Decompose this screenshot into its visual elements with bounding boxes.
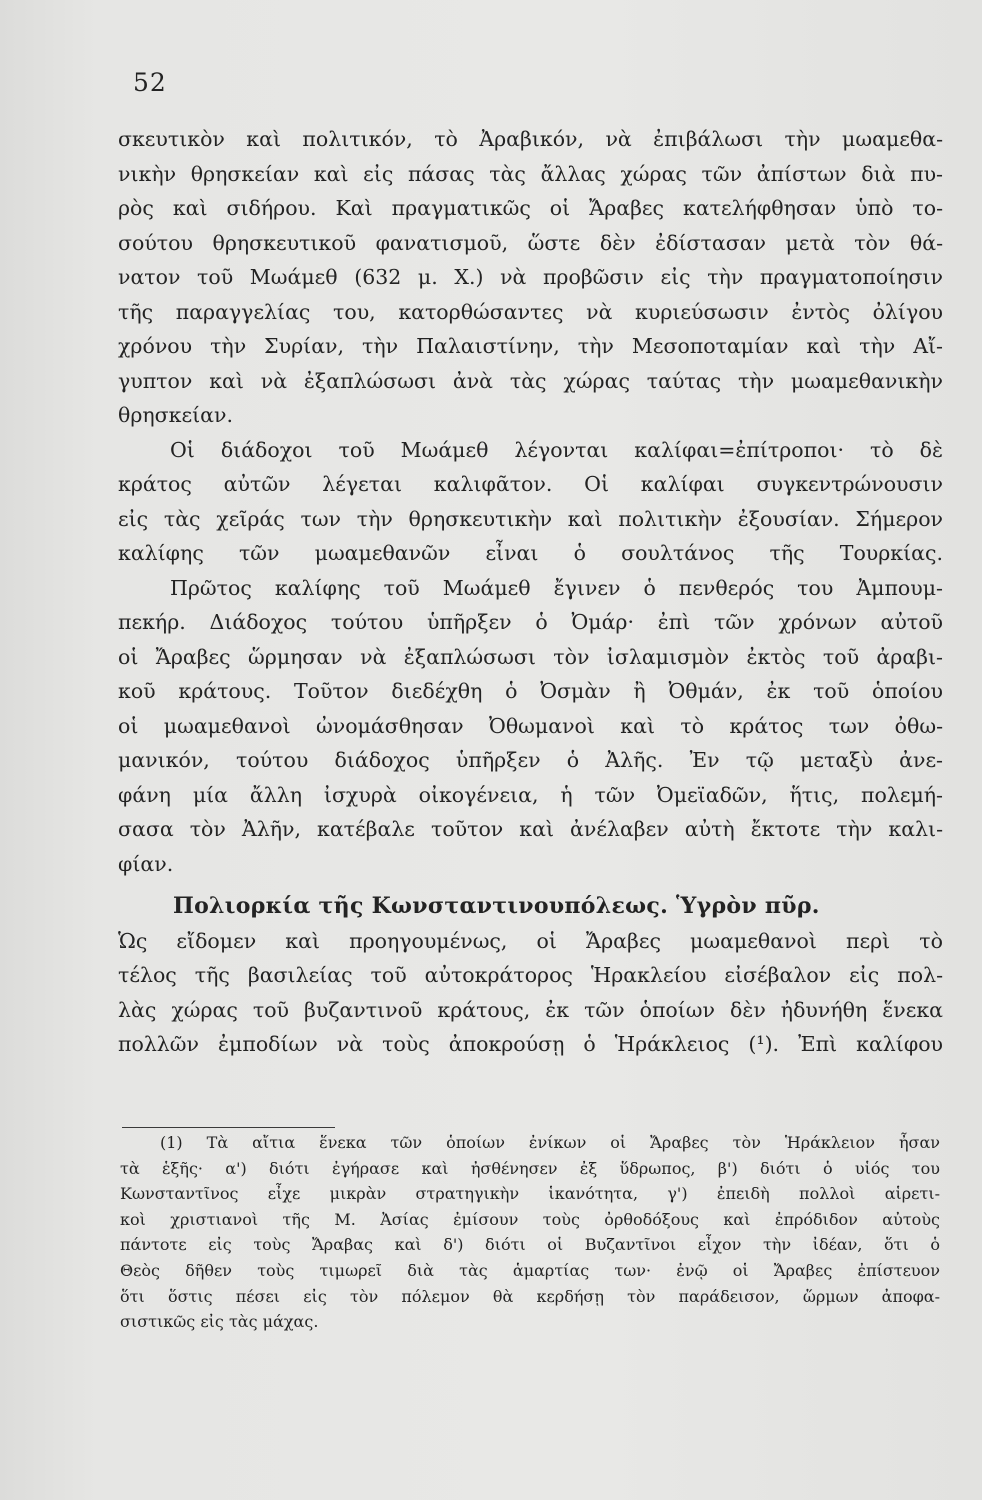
- text-line: εἰς τὰς χεῖράς των τὴν θρησκευτικὴν καὶ πολιτικὴν ἐξουσίαν. Σήμερον: [118, 506, 943, 531]
- text-line: φάνη μία ἄλλη ἰσχυρὰ οἰκογένεια, ἡ τῶν Ὀμεϊαδῶν, ἥτις, πολεμή-: [118, 782, 943, 807]
- text-line: Ὡς εἴδομεν καὶ προηγουμένως, οἱ Ἄραβες μωαμεθανοὶ περὶ τὸ: [118, 928, 943, 953]
- footnote-line: ὅτι ὅστις πέσει εἰς τὸν πόλεμον θὰ κερδήσῃ τὸν παράδεισον, ὥρμων ἀποφα-: [120, 1286, 940, 1306]
- footnote: [120, 1130, 940, 1335]
- text-line: νατον τοῦ Μωάμεθ (632 μ. Χ.) νὰ προβῶσιν εἰς τὴν πραγματοποίησιν: [118, 265, 943, 289]
- text-line: λὰς χώρας τοῦ βυζαντινοῦ κράτους, ἐκ τῶν ὁποίων δὲν ἠδυνήθη ἕνεκα: [118, 997, 943, 1022]
- main-text: [118, 122, 943, 1062]
- section-heading: Πολιορκία τῆς Κωνσταντινουπόλεως. Ὑγρὸν πῦρ.: [173, 893, 820, 919]
- footnote-line: κοὶ χριστιανοὶ τῆς Μ. Ἀσίας ἐμίσουν τοὺς ὀρθοδόξους καὶ ἐπρόδιδον αὐτοὺς: [120, 1209, 940, 1229]
- footnote-line: (1) Τὰ αἴτια ἕνεκα τῶν ὁποίων ἐνίκων οἱ Ἄραβες τὸν Ἡράκλειον ἦσαν: [160, 1133, 940, 1152]
- footnote-line: σιστικῶς εἰς τὰς μάχας.: [120, 1312, 319, 1332]
- text-line: θρησκείαν.: [118, 403, 233, 427]
- text-line: Πρῶτος καλίφης τοῦ Μωάμεθ ἔγινεν ὁ πενθερός του Ἀμπουμ-: [170, 575, 943, 600]
- text-line: τέλος τῆς βασιλείας τοῦ αὐτοκράτορος Ἡρακλείου εἰσέβαλον εἰς πολ-: [118, 963, 943, 987]
- text-line: νικὴν θρησκείαν καὶ εἰς πάσας τὰς ἄλλας χώρας τῶν ἀπίστων διὰ πυ-: [118, 161, 943, 186]
- text-line: γυπτον καὶ νὰ ἐξαπλώσωσι ἀνὰ τὰς χώρας ταύτας τὴν μωαμεθανικὴν: [118, 368, 943, 393]
- text-line: οἱ μωαμεθανοὶ ὠνομάσθησαν Ὀθωμανοὶ καὶ τὸ κράτος των ὀθω-: [118, 713, 943, 738]
- footnote-line: τὰ ἑξῆς· α') διότι ἐγήρασε καὶ ἠσθένησεν ἐξ ὕδρωπος, β') διότι ὁ υἱός του: [120, 1158, 940, 1178]
- text-line: Οἱ διάδοχοι τοῦ Μωάμεθ λέγονται καλίφαι=ἐπίτροποι· τὸ δὲ: [170, 437, 943, 462]
- page-number: 52: [133, 68, 167, 97]
- footnote-line: πάντοτε εἰς τοὺς Ἄραβας καὶ δ') διότι οἱ Βυζαντῖνοι εἶχον τὴν ἰδέαν, ὅτι ὁ: [120, 1235, 940, 1255]
- text-line: κράτος αὐτῶν λέγεται καλιφᾶτον. Οἱ καλίφαι συγκεντρώνουσιν: [118, 472, 943, 496]
- footnote-line: Κωνσταντῖνος εἶχε μικρὰν στρατηγικὴν ἱκανότητα, γ') ἐπειδὴ πολλοὶ αἱρετι-: [120, 1184, 940, 1204]
- text-line: καλίφης τῶν μωαμεθανῶν εἶναι ὁ σουλτάνος τῆς Τουρκίας.: [118, 541, 943, 565]
- text-line: σούτου θρησκευτικοῦ φανατισμοῦ, ὥστε δὲν ἐδίστασαν μετὰ τὸν θά-: [118, 230, 943, 255]
- text-line: πεκήρ. Διάδοχος τούτου ὑπῆρξεν ὁ Ὀμάρ· ἐπὶ τῶν χρόνων αὐτοῦ: [118, 610, 943, 634]
- text-line: μανικόν, τούτου διάδοχος ὑπῆρξεν ὁ Ἀλῆς. Ἐν τῷ μεταξὺ ἀνε-: [118, 748, 943, 772]
- text-line: πολλῶν ἐμποδίων νὰ τοὺς ἀποκρούσῃ ὁ Ἡράκλειος (¹). Ἐπὶ καλίφου: [118, 1032, 943, 1056]
- footnote-divider: [122, 1127, 335, 1128]
- text-line: ρὸς καὶ σιδήρου. Καὶ πραγματικῶς οἱ Ἄραβες κατελήφθησαν ὑπὸ το-: [118, 196, 943, 220]
- text-line: χρόνου τὴν Συρίαν, τὴν Παλαιστίνην, τὴν Μεσοποταμίαν καὶ τὴν Αἴ-: [118, 334, 943, 358]
- text-line: σκευτικὸν καὶ πολιτικόν, τὸ Ἀραβικόν, νὰ ἐπιβάλωσι τὴν μωαμεθα-: [118, 127, 943, 151]
- text-line: σασα τὸν Ἀλῆν, κατέβαλε τοῦτον καὶ ἀνέλαβεν αὐτὴ ἔκτοτε τὴν καλι-: [118, 817, 943, 841]
- footnote-line: Θεὸς δῆθεν τοὺς τιμωρεῖ διὰ τὰς ἁμαρτίας των· ἐνῷ οἱ Ἄραβες ἐπίστευον: [120, 1260, 940, 1280]
- text-line: κοῦ κράτους. Τοῦτον διεδέχθη ὁ Ὀσμὰν ἢ Ὀθμάν, ἐκ τοῦ ὁποίου: [118, 679, 943, 703]
- text-line: τῆς παραγγελίας του, κατορθώσαντες νὰ κυριεύσωσιν ἐντὸς ὀλίγου: [118, 299, 943, 324]
- text-line: φίαν.: [118, 851, 174, 876]
- text-line: οἱ Ἄραβες ὥρμησαν νὰ ἐξαπλώσωσι τὸν ἰσλαμισμὸν ἐκτὸς τοῦ ἀραβι-: [118, 644, 943, 669]
